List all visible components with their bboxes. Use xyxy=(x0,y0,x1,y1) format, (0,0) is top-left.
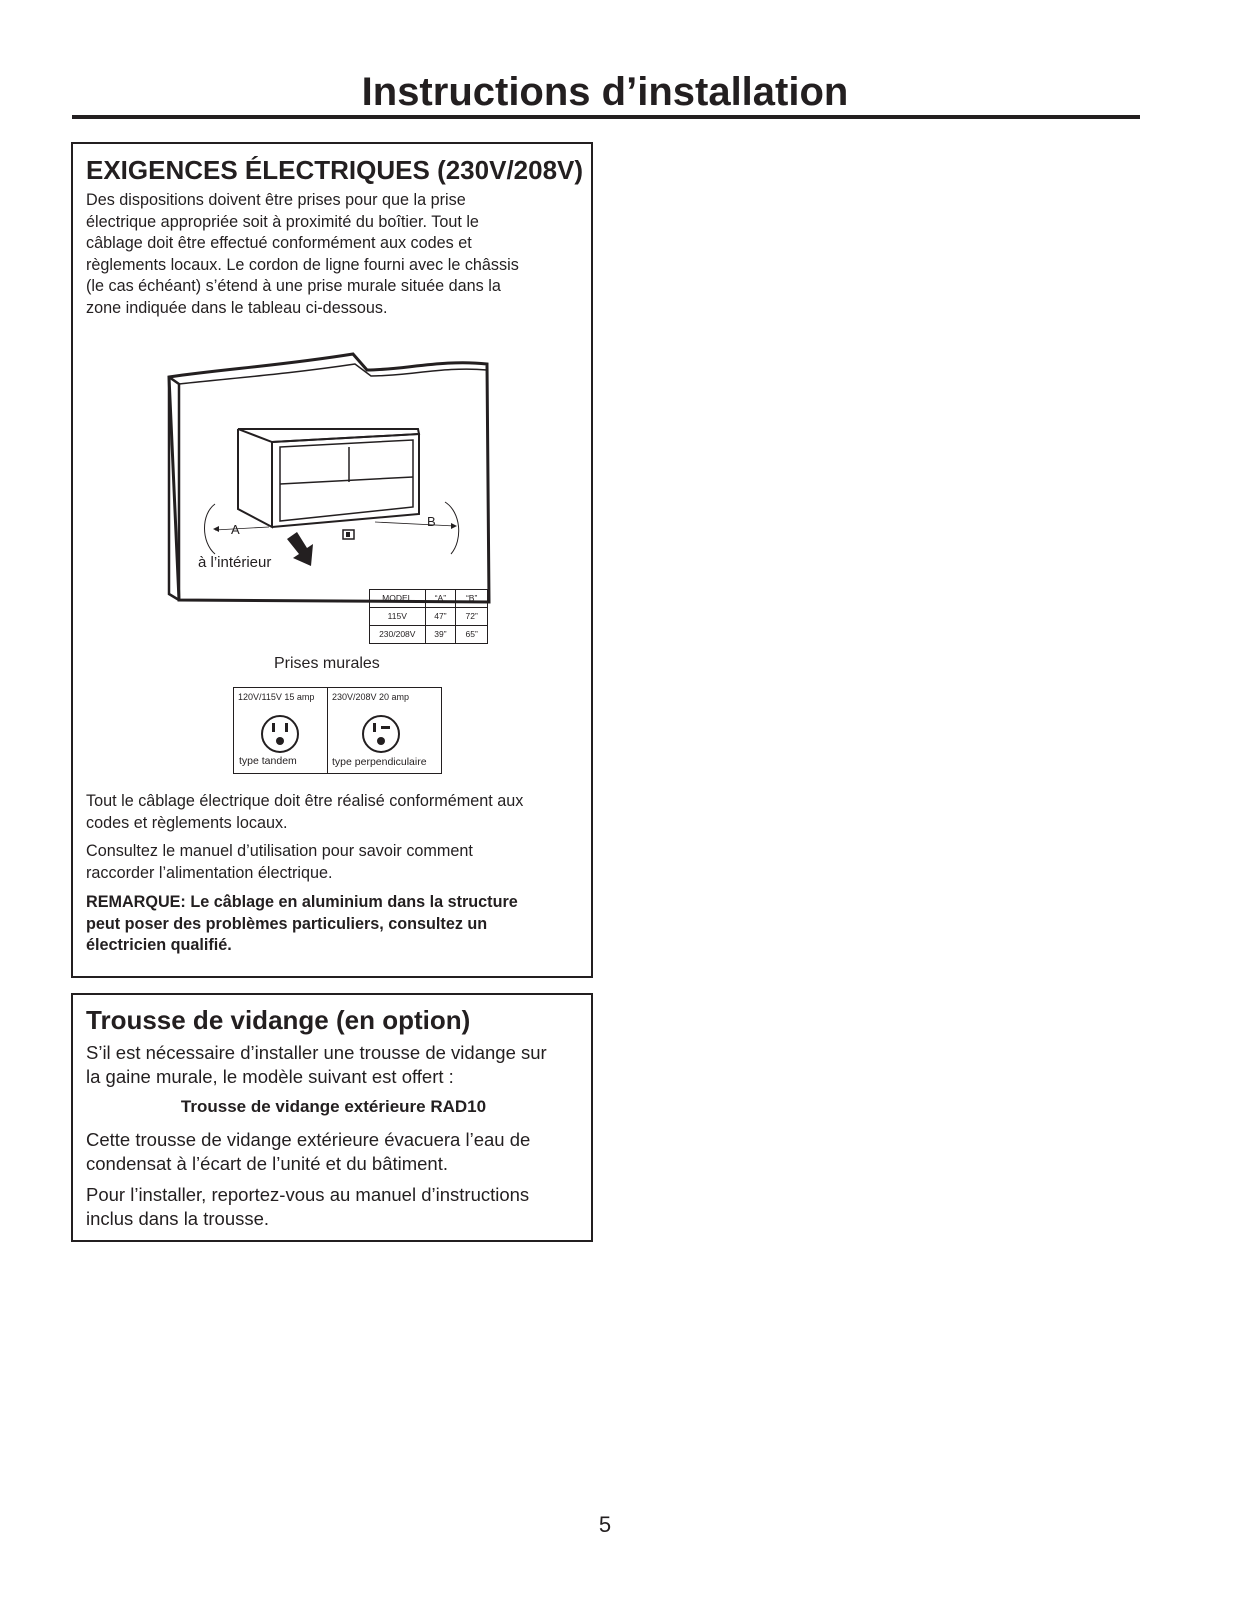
outlet-rating: 230V/208V 20 amp xyxy=(332,692,410,702)
tandem-outlet-icon xyxy=(260,714,300,754)
text-line: raccorder l’alimentation électrique. xyxy=(86,863,333,882)
drain-kit-heading: Trousse de vidange (en option) xyxy=(86,1005,471,1035)
table-cell: 72” xyxy=(465,611,478,621)
text-line: condensat à l’écart de l’unité et du bâtiment. xyxy=(86,1153,449,1174)
wiring-paragraph xyxy=(86,791,581,834)
table-cell: 47” xyxy=(426,608,457,625)
table-cell: 65” xyxy=(465,629,478,639)
outlet-perpendicular xyxy=(328,688,441,773)
drain-kit-install-note xyxy=(86,1183,581,1231)
aluminium-note xyxy=(86,892,581,957)
text-line: inclus dans la trousse. xyxy=(86,1208,270,1229)
text-line: peut poser des problèmes particuliers, consultez un xyxy=(86,914,488,933)
electrical-requirements-section xyxy=(71,142,593,978)
electrical-heading: EXIGENCES ÉLECTRIQUES (230V/208V) xyxy=(86,155,584,185)
wall-sleeve-diagram xyxy=(73,344,591,654)
label-b: B xyxy=(427,514,436,529)
outlet-type: type perpendiculaire xyxy=(332,756,427,768)
text-line: Tout le câblage électrique doit être réalisé conformément aux xyxy=(86,792,524,810)
table-header-row xyxy=(370,590,487,608)
text-line: REMARQUE: Le câblage en aluminium dans la structure xyxy=(86,893,518,911)
page-number: 5 xyxy=(598,1512,612,1537)
text-line: (le cas échéant) s’étend à une prise murale située dans la xyxy=(86,277,501,296)
text-line: zone indiquée dans le tableau ci-dessous. xyxy=(86,298,388,317)
text-line: Pour l’installer, reportez-vous au manuel d’instructions xyxy=(86,1184,530,1205)
indoor-arrow-icon xyxy=(287,532,313,566)
table-row xyxy=(370,608,487,626)
text-line: Consultez le manuel d’utilisation pour savoir comment xyxy=(86,842,473,860)
table-header-cell: MODEL xyxy=(370,590,426,607)
indoor-label: à l’intérieur xyxy=(198,554,272,571)
table-header-cell: “A” xyxy=(426,590,457,607)
drain-kit-description xyxy=(86,1128,581,1176)
drain-kit-section xyxy=(71,993,593,1242)
outlets-caption: Prises murales xyxy=(274,655,380,672)
wall-sleeve xyxy=(238,429,419,527)
outlet-type: type tandem xyxy=(239,755,297,767)
outlet-tandem xyxy=(234,688,328,773)
text-line: électricien qualifié. xyxy=(86,936,232,955)
text-line: la gaine murale, le modèle suivant est offert : xyxy=(86,1066,454,1087)
text-line: électrique appropriée soit à proximité du boîtier. Tout le xyxy=(86,212,479,231)
perpendicular-outlet-icon xyxy=(361,714,401,754)
label-a: A xyxy=(231,522,240,537)
table-cell: 230/208V xyxy=(370,626,426,643)
text-line: câblage doit être effectué conformément aux codes et xyxy=(86,234,472,253)
table-header-cell: “B” xyxy=(465,593,478,603)
distance-table xyxy=(369,589,488,644)
title-rule xyxy=(72,115,1140,119)
consult-paragraph xyxy=(86,841,581,884)
drain-kit-model: Trousse de vidange extérieure RAD10 xyxy=(180,1097,487,1116)
text-line: règlements locaux. Le cordon de ligne fourni avec le châssis xyxy=(86,255,519,274)
table-cell: 115V xyxy=(370,608,426,625)
text-line: codes et règlements locaux. xyxy=(86,813,288,832)
page-title: Instructions d’installation xyxy=(361,70,849,114)
outlet-rating: 120V/115V 15 amp xyxy=(238,692,315,702)
text-line: Des dispositions doivent être prises pour que la prise xyxy=(86,191,466,209)
text-line: Cette trousse de vidange extérieure évacuera l’eau de xyxy=(86,1129,531,1150)
electrical-intro xyxy=(86,190,581,320)
drain-kit-intro xyxy=(86,1041,581,1089)
table-cell: 39” xyxy=(426,626,457,643)
text-line: S’il est nécessaire d’installer une trousse de vidange sur xyxy=(86,1042,547,1063)
table-row xyxy=(370,626,487,643)
outlet-types-table xyxy=(233,687,442,774)
